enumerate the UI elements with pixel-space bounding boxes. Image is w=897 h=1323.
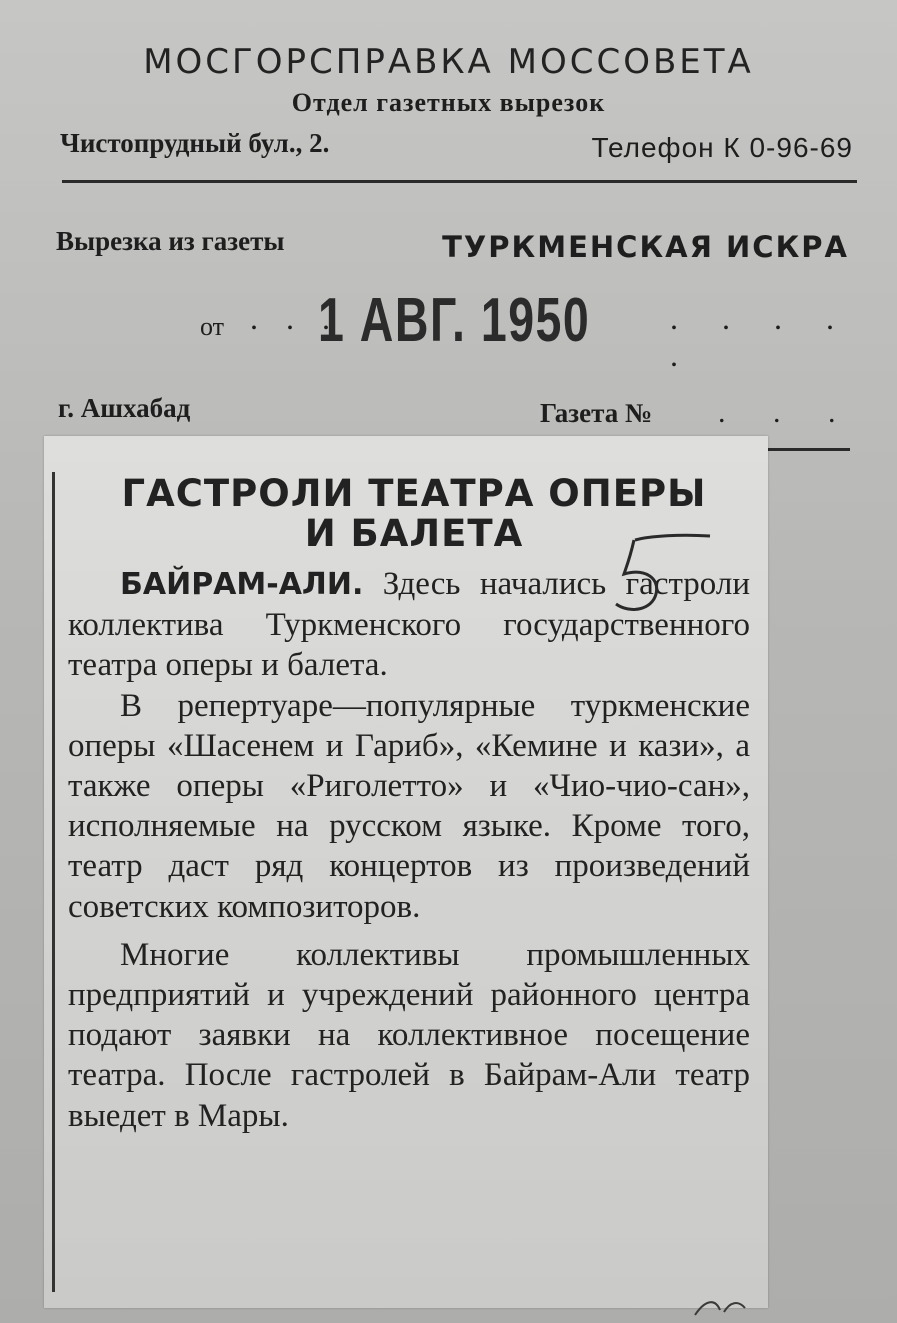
issue-divider [760,448,850,451]
header-divider [62,180,857,183]
article-dateline: БАЙРАМ-АЛИ. [120,567,364,602]
issue-number-label: Газета № [540,398,653,428]
date-fill-dots-right: . . . . . [670,300,852,373]
department-name: Отдел газетных вырезок [291,88,606,117]
date-stamp: 1 АВГ. 1950 [318,286,591,355]
article-paragraph-2: В репертуаре—популярные туркменские оперы «Шасенем и Гариб», «Кемине и кази», а также оперы «Риголетто» и «Чио-чио-сан», исполняемые на русском языке. Кроме того, театр даст ряд концертов из произведений советских композиторов. [68,687,750,925]
clipping-column-rule [52,472,55,1292]
pencil-corner-mark [690,1290,750,1320]
date-fill-dots: . . . [250,300,340,336]
agency-title: МОСГОРСПРАВКА МОССОВЕТА [143,42,754,82]
headline-line-1: ГАСТРОЛИ ТЕАТРА ОПЕРЫ [121,472,707,515]
city-label: г. Ашхабад [58,393,191,423]
headline-line-2: И БАЛЕТА [304,512,524,555]
agency-phone: Телефон К 0-96-69 [591,132,853,163]
handwritten-number-mark [560,528,720,618]
article-paragraph-1-text: Здесь начались гастроли коллектива Туркменского государственного театра оперы и балета. [68,566,750,684]
clipping-source-label: Вырезка из газеты [56,226,285,256]
newspaper-name: ТУРКМЕНСКАЯ ИСКРА [442,230,849,264]
date-label: от [200,312,225,341]
issue-number-dots: . . . [718,396,856,429]
agency-address: Чистопрудный бул., 2. [60,128,330,158]
article-paragraph-3: Многие коллективы промышленных предприятий и учреждений районного центра подают заявки на коллективное посещение театра. После гастролей в Байрам-Али театр выедет в Мары. [68,936,750,1134]
article-body [68,564,750,1136]
